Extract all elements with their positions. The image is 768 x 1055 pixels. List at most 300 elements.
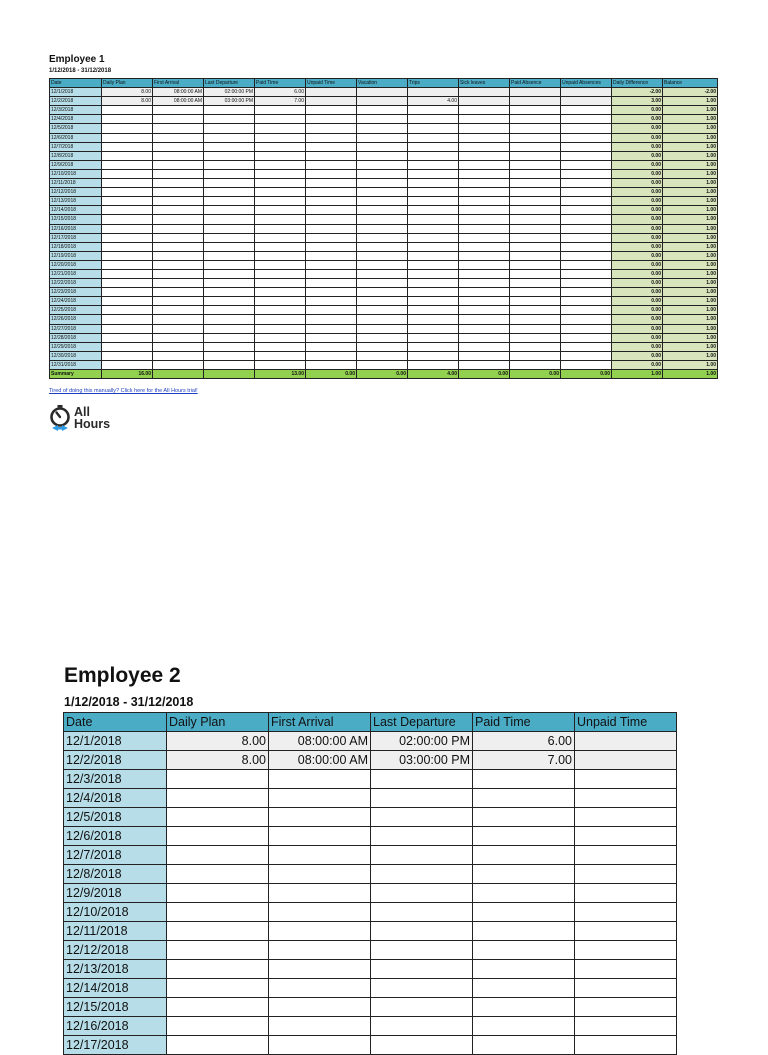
table-cell[interactable]: 1.00 (663, 269, 718, 278)
table-cell[interactable] (408, 260, 459, 269)
table-cell[interactable] (561, 88, 612, 97)
table-cell[interactable] (357, 306, 408, 315)
table-cell[interactable] (153, 142, 204, 151)
table-cell[interactable] (575, 789, 677, 808)
table-cell[interactable]: -2.00 (663, 88, 718, 97)
table-cell[interactable] (167, 1017, 269, 1036)
table-cell[interactable] (357, 324, 408, 333)
date-cell[interactable]: 12/14/2018 (64, 979, 167, 998)
table-cell[interactable] (255, 206, 306, 215)
table-cell[interactable] (357, 115, 408, 124)
table-cell[interactable] (306, 169, 357, 178)
table-cell[interactable] (269, 808, 371, 827)
table-cell[interactable]: 02:00:00 PM (204, 88, 255, 97)
table-cell[interactable] (102, 315, 153, 324)
table-cell[interactable] (153, 160, 204, 169)
table-cell[interactable] (561, 106, 612, 115)
table-cell[interactable] (510, 206, 561, 215)
date-cell[interactable]: 12/19/2018 (50, 251, 102, 260)
table-cell[interactable] (167, 960, 269, 979)
table-cell[interactable] (561, 351, 612, 360)
table-cell[interactable]: 4.00 (408, 370, 459, 379)
date-cell[interactable]: 12/2/2018 (64, 751, 167, 770)
table-cell[interactable]: 0.00 (612, 197, 663, 206)
table-cell[interactable]: -2.00 (612, 88, 663, 97)
table-cell[interactable] (306, 279, 357, 288)
table-cell[interactable] (204, 133, 255, 142)
table-cell[interactable] (102, 233, 153, 242)
table-cell[interactable] (204, 333, 255, 342)
table-cell[interactable] (269, 884, 371, 903)
table-cell[interactable] (459, 297, 510, 306)
table-cell[interactable]: 1.00 (663, 179, 718, 188)
table-cell[interactable] (153, 233, 204, 242)
table-cell[interactable] (204, 160, 255, 169)
table-cell[interactable] (306, 133, 357, 142)
date-cell[interactable]: 12/8/2018 (50, 151, 102, 160)
table-cell[interactable] (153, 333, 204, 342)
table-cell[interactable] (408, 215, 459, 224)
table-cell[interactable] (255, 288, 306, 297)
date-cell[interactable]: 12/13/2018 (50, 197, 102, 206)
table-cell[interactable] (371, 903, 473, 922)
table-cell[interactable]: 13.00 (255, 370, 306, 379)
table-cell[interactable] (269, 941, 371, 960)
table-cell[interactable] (575, 808, 677, 827)
table-cell[interactable] (167, 808, 269, 827)
table-cell[interactable] (408, 251, 459, 260)
table-cell[interactable] (510, 106, 561, 115)
table-cell[interactable] (371, 941, 473, 960)
table-cell[interactable] (153, 360, 204, 369)
table-cell[interactable] (473, 770, 575, 789)
table-cell[interactable] (153, 288, 204, 297)
table-cell[interactable] (167, 903, 269, 922)
date-cell[interactable]: 12/22/2018 (50, 279, 102, 288)
table-cell[interactable] (102, 251, 153, 260)
table-cell[interactable]: 0.00 (612, 206, 663, 215)
table-cell[interactable] (408, 351, 459, 360)
table-cell[interactable] (473, 1017, 575, 1036)
table-cell[interactable]: 03:00:00 PM (204, 97, 255, 106)
table-cell[interactable] (408, 233, 459, 242)
table-cell[interactable] (167, 1036, 269, 1055)
table-cell[interactable] (459, 133, 510, 142)
table-cell[interactable] (306, 342, 357, 351)
table-cell[interactable] (408, 288, 459, 297)
table-cell[interactable]: 0.00 (612, 169, 663, 178)
table-cell[interactable] (510, 342, 561, 351)
table-cell[interactable] (510, 215, 561, 224)
table-cell[interactable] (255, 188, 306, 197)
table-cell[interactable] (255, 233, 306, 242)
table-cell[interactable] (306, 88, 357, 97)
table-cell[interactable] (357, 179, 408, 188)
table-cell[interactable] (204, 179, 255, 188)
table-cell[interactable] (102, 188, 153, 197)
table-cell[interactable] (459, 242, 510, 251)
table-cell[interactable] (357, 279, 408, 288)
table-cell[interactable] (510, 306, 561, 315)
table-cell[interactable] (561, 160, 612, 169)
table-cell[interactable]: 0.00 (306, 370, 357, 379)
table-cell[interactable]: 1.00 (663, 288, 718, 297)
table-cell[interactable] (255, 133, 306, 142)
table-cell[interactable] (408, 160, 459, 169)
table-cell[interactable] (357, 288, 408, 297)
table-cell[interactable] (561, 142, 612, 151)
table-cell[interactable] (561, 215, 612, 224)
table-cell[interactable] (408, 306, 459, 315)
table-cell[interactable] (153, 306, 204, 315)
table-cell[interactable] (102, 160, 153, 169)
table-cell[interactable] (167, 865, 269, 884)
table-cell[interactable]: 08:00:00 AM (269, 751, 371, 770)
table-cell[interactable] (306, 215, 357, 224)
table-cell[interactable]: 0.00 (612, 233, 663, 242)
table-cell[interactable] (459, 251, 510, 260)
table-cell[interactable] (204, 124, 255, 133)
table-cell[interactable] (371, 808, 473, 827)
table-cell[interactable] (357, 169, 408, 178)
table-cell[interactable] (473, 903, 575, 922)
date-cell[interactable]: 12/5/2018 (64, 808, 167, 827)
table-cell[interactable]: 0.00 (459, 370, 510, 379)
date-cell[interactable]: 12/15/2018 (64, 998, 167, 1017)
table-cell[interactable]: 0.00 (612, 160, 663, 169)
table-cell[interactable] (269, 865, 371, 884)
table-cell[interactable] (153, 260, 204, 269)
table-cell[interactable] (561, 260, 612, 269)
table-cell[interactable] (153, 215, 204, 224)
table-cell[interactable]: 0.00 (612, 333, 663, 342)
table-cell[interactable]: 8.00 (102, 97, 153, 106)
table-cell[interactable]: 03:00:00 PM (371, 751, 473, 770)
table-cell[interactable]: 0.00 (612, 288, 663, 297)
table-cell[interactable] (255, 142, 306, 151)
table-cell[interactable] (371, 960, 473, 979)
table-cell[interactable] (306, 269, 357, 278)
table-cell[interactable] (306, 306, 357, 315)
table-cell[interactable]: 1.00 (663, 160, 718, 169)
table-cell[interactable] (459, 206, 510, 215)
table-cell[interactable]: 6.00 (473, 732, 575, 751)
date-cell[interactable]: 12/8/2018 (64, 865, 167, 884)
table-cell[interactable] (306, 251, 357, 260)
table-cell[interactable]: 1.00 (663, 188, 718, 197)
table-cell[interactable]: 1.00 (663, 251, 718, 260)
table-cell[interactable] (204, 197, 255, 206)
date-cell[interactable]: 12/16/2018 (50, 224, 102, 233)
table-cell[interactable]: 0.00 (612, 279, 663, 288)
table-cell[interactable] (575, 903, 677, 922)
table-cell[interactable] (561, 224, 612, 233)
table-cell[interactable]: 08:00:00 AM (269, 732, 371, 751)
table-cell[interactable] (167, 846, 269, 865)
table-cell[interactable] (575, 884, 677, 903)
date-cell[interactable]: 12/23/2018 (50, 288, 102, 297)
table-cell[interactable] (306, 97, 357, 106)
table-cell[interactable] (255, 324, 306, 333)
table-cell[interactable]: 1.00 (663, 306, 718, 315)
table-cell[interactable] (510, 351, 561, 360)
table-cell[interactable] (153, 251, 204, 260)
table-cell[interactable] (255, 279, 306, 288)
table-cell[interactable] (204, 115, 255, 124)
table-cell[interactable] (269, 1036, 371, 1055)
date-cell[interactable]: 12/10/2018 (50, 169, 102, 178)
table-cell[interactable]: 1.00 (663, 315, 718, 324)
date-cell[interactable]: 12/7/2018 (50, 142, 102, 151)
table-cell[interactable] (204, 351, 255, 360)
date-cell[interactable]: 12/6/2018 (64, 827, 167, 846)
table-cell[interactable] (306, 142, 357, 151)
table-cell[interactable] (255, 333, 306, 342)
table-cell[interactable]: 0.00 (612, 315, 663, 324)
table-cell[interactable] (371, 998, 473, 1017)
date-cell[interactable]: 12/9/2018 (50, 160, 102, 169)
table-cell[interactable] (204, 251, 255, 260)
table-cell[interactable] (473, 922, 575, 941)
date-cell[interactable]: Summary (50, 370, 102, 379)
table-cell[interactable] (255, 315, 306, 324)
table-cell[interactable] (204, 151, 255, 160)
table-cell[interactable] (371, 789, 473, 808)
table-cell[interactable] (473, 979, 575, 998)
date-cell[interactable]: 12/28/2018 (50, 333, 102, 342)
table-cell[interactable]: 1.00 (663, 206, 718, 215)
table-cell[interactable] (473, 846, 575, 865)
table-cell[interactable] (459, 97, 510, 106)
table-cell[interactable] (153, 370, 204, 379)
table-cell[interactable] (204, 188, 255, 197)
table-cell[interactable] (459, 179, 510, 188)
table-cell[interactable]: 1.00 (663, 97, 718, 106)
date-cell[interactable]: 12/16/2018 (64, 1017, 167, 1036)
table-cell[interactable] (306, 124, 357, 133)
table-cell[interactable] (102, 297, 153, 306)
table-cell[interactable]: 0.00 (612, 115, 663, 124)
table-cell[interactable]: 1.00 (663, 342, 718, 351)
table-cell[interactable] (459, 288, 510, 297)
table-cell[interactable] (510, 279, 561, 288)
table-cell[interactable] (575, 846, 677, 865)
table-cell[interactable] (408, 115, 459, 124)
table-cell[interactable] (204, 324, 255, 333)
table-cell[interactable] (306, 324, 357, 333)
date-cell[interactable]: 12/10/2018 (64, 903, 167, 922)
table-cell[interactable] (408, 179, 459, 188)
table-cell[interactable] (408, 297, 459, 306)
table-cell[interactable]: 7.00 (473, 751, 575, 770)
table-cell[interactable] (357, 351, 408, 360)
table-cell[interactable] (255, 124, 306, 133)
table-cell[interactable] (306, 297, 357, 306)
table-cell[interactable] (561, 242, 612, 251)
table-cell[interactable]: 8.00 (167, 751, 269, 770)
table-cell[interactable] (459, 342, 510, 351)
table-cell[interactable] (510, 242, 561, 251)
table-cell[interactable] (371, 979, 473, 998)
table-cell[interactable]: 1.00 (663, 297, 718, 306)
table-cell[interactable] (102, 279, 153, 288)
table-cell[interactable] (255, 215, 306, 224)
table-cell[interactable] (102, 106, 153, 115)
table-cell[interactable] (357, 360, 408, 369)
table-cell[interactable] (204, 224, 255, 233)
date-cell[interactable]: 12/30/2018 (50, 351, 102, 360)
table-cell[interactable] (371, 1017, 473, 1036)
table-cell[interactable]: 0.00 (612, 351, 663, 360)
table-cell[interactable]: 08:00:00 AM (153, 88, 204, 97)
table-cell[interactable] (408, 151, 459, 160)
table-cell[interactable] (204, 370, 255, 379)
table-cell[interactable] (153, 179, 204, 188)
table-cell[interactable] (255, 297, 306, 306)
table-cell[interactable] (561, 151, 612, 160)
table-cell[interactable] (561, 206, 612, 215)
table-cell[interactable] (255, 342, 306, 351)
table-cell[interactable] (102, 206, 153, 215)
table-cell[interactable]: 0.00 (612, 342, 663, 351)
table-cell[interactable] (561, 197, 612, 206)
table-cell[interactable] (306, 242, 357, 251)
table-cell[interactable] (408, 279, 459, 288)
table-cell[interactable] (204, 342, 255, 351)
table-cell[interactable] (408, 342, 459, 351)
table-cell[interactable] (153, 169, 204, 178)
table-cell[interactable] (153, 188, 204, 197)
table-cell[interactable] (408, 124, 459, 133)
table-cell[interactable] (459, 315, 510, 324)
table-cell[interactable] (102, 133, 153, 142)
table-cell[interactable] (575, 865, 677, 884)
table-cell[interactable]: 3.00 (612, 97, 663, 106)
table-cell[interactable] (153, 206, 204, 215)
table-cell[interactable]: 1.00 (663, 233, 718, 242)
date-cell[interactable]: 12/4/2018 (50, 115, 102, 124)
table-cell[interactable] (459, 224, 510, 233)
table-cell[interactable] (102, 142, 153, 151)
date-cell[interactable]: 12/1/2018 (64, 732, 167, 751)
table-cell[interactable] (102, 197, 153, 206)
table-cell[interactable] (255, 224, 306, 233)
table-cell[interactable]: 0.00 (612, 124, 663, 133)
table-cell[interactable]: 1.00 (663, 370, 718, 379)
table-cell[interactable] (459, 106, 510, 115)
table-cell[interactable] (153, 269, 204, 278)
table-cell[interactable]: 0.00 (612, 269, 663, 278)
table-cell[interactable] (473, 865, 575, 884)
table-cell[interactable] (575, 770, 677, 789)
table-cell[interactable] (102, 242, 153, 251)
table-cell[interactable] (510, 297, 561, 306)
table-cell[interactable] (459, 279, 510, 288)
table-cell[interactable]: 0.00 (612, 360, 663, 369)
table-cell[interactable] (357, 215, 408, 224)
table-cell[interactable]: 8.00 (102, 88, 153, 97)
table-cell[interactable] (459, 351, 510, 360)
date-cell[interactable]: 12/17/2018 (64, 1036, 167, 1055)
table-cell[interactable] (575, 1017, 677, 1036)
table-cell[interactable] (269, 998, 371, 1017)
date-cell[interactable]: 12/1/2018 (50, 88, 102, 97)
table-cell[interactable] (473, 998, 575, 1017)
table-cell[interactable] (561, 269, 612, 278)
table-cell[interactable] (255, 242, 306, 251)
table-cell[interactable]: 0.00 (612, 179, 663, 188)
date-cell[interactable]: 12/15/2018 (50, 215, 102, 224)
table-cell[interactable] (357, 233, 408, 242)
table-cell[interactable] (561, 233, 612, 242)
table-cell[interactable] (102, 169, 153, 178)
table-cell[interactable] (408, 169, 459, 178)
table-cell[interactable] (575, 941, 677, 960)
table-cell[interactable] (269, 922, 371, 941)
table-cell[interactable] (357, 269, 408, 278)
table-cell[interactable] (357, 251, 408, 260)
table-cell[interactable] (102, 179, 153, 188)
table-cell[interactable] (153, 124, 204, 133)
table-cell[interactable] (306, 333, 357, 342)
table-cell[interactable] (459, 160, 510, 169)
table-cell[interactable] (510, 188, 561, 197)
table-cell[interactable] (306, 260, 357, 269)
table-cell[interactable]: 1.00 (663, 279, 718, 288)
table-cell[interactable] (102, 260, 153, 269)
table-cell[interactable] (357, 260, 408, 269)
table-cell[interactable] (561, 315, 612, 324)
table-cell[interactable] (306, 224, 357, 233)
table-cell[interactable]: 0.00 (612, 142, 663, 151)
table-cell[interactable] (510, 251, 561, 260)
table-cell[interactable] (561, 279, 612, 288)
table-cell[interactable] (204, 169, 255, 178)
table-cell[interactable] (575, 827, 677, 846)
table-cell[interactable] (371, 1036, 473, 1055)
table-cell[interactable] (510, 88, 561, 97)
table-cell[interactable] (102, 351, 153, 360)
date-cell[interactable]: 12/12/2018 (50, 188, 102, 197)
table-cell[interactable] (561, 342, 612, 351)
table-cell[interactable] (204, 297, 255, 306)
table-cell[interactable] (357, 106, 408, 115)
table-cell[interactable] (269, 846, 371, 865)
table-cell[interactable] (204, 260, 255, 269)
table-cell[interactable] (204, 206, 255, 215)
table-cell[interactable] (510, 224, 561, 233)
table-cell[interactable] (306, 233, 357, 242)
table-cell[interactable] (357, 142, 408, 151)
table-cell[interactable] (153, 133, 204, 142)
table-cell[interactable] (575, 979, 677, 998)
table-cell[interactable]: 6.00 (255, 88, 306, 97)
table-cell[interactable] (561, 169, 612, 178)
table-cell[interactable] (255, 169, 306, 178)
all-hours-trial-link[interactable]: Tired of doing this manually? Click here for the All Hours trial! (49, 388, 198, 394)
table-cell[interactable] (510, 179, 561, 188)
table-cell[interactable] (575, 1036, 677, 1055)
table-cell[interactable]: 1.00 (663, 242, 718, 251)
table-cell[interactable] (561, 115, 612, 124)
table-cell[interactable]: 1.00 (663, 142, 718, 151)
table-cell[interactable]: 0.00 (612, 260, 663, 269)
table-cell[interactable] (510, 233, 561, 242)
table-cell[interactable] (510, 124, 561, 133)
table-cell[interactable]: 4.00 (408, 97, 459, 106)
date-cell[interactable]: 12/5/2018 (50, 124, 102, 133)
table-cell[interactable]: 0.00 (357, 370, 408, 379)
